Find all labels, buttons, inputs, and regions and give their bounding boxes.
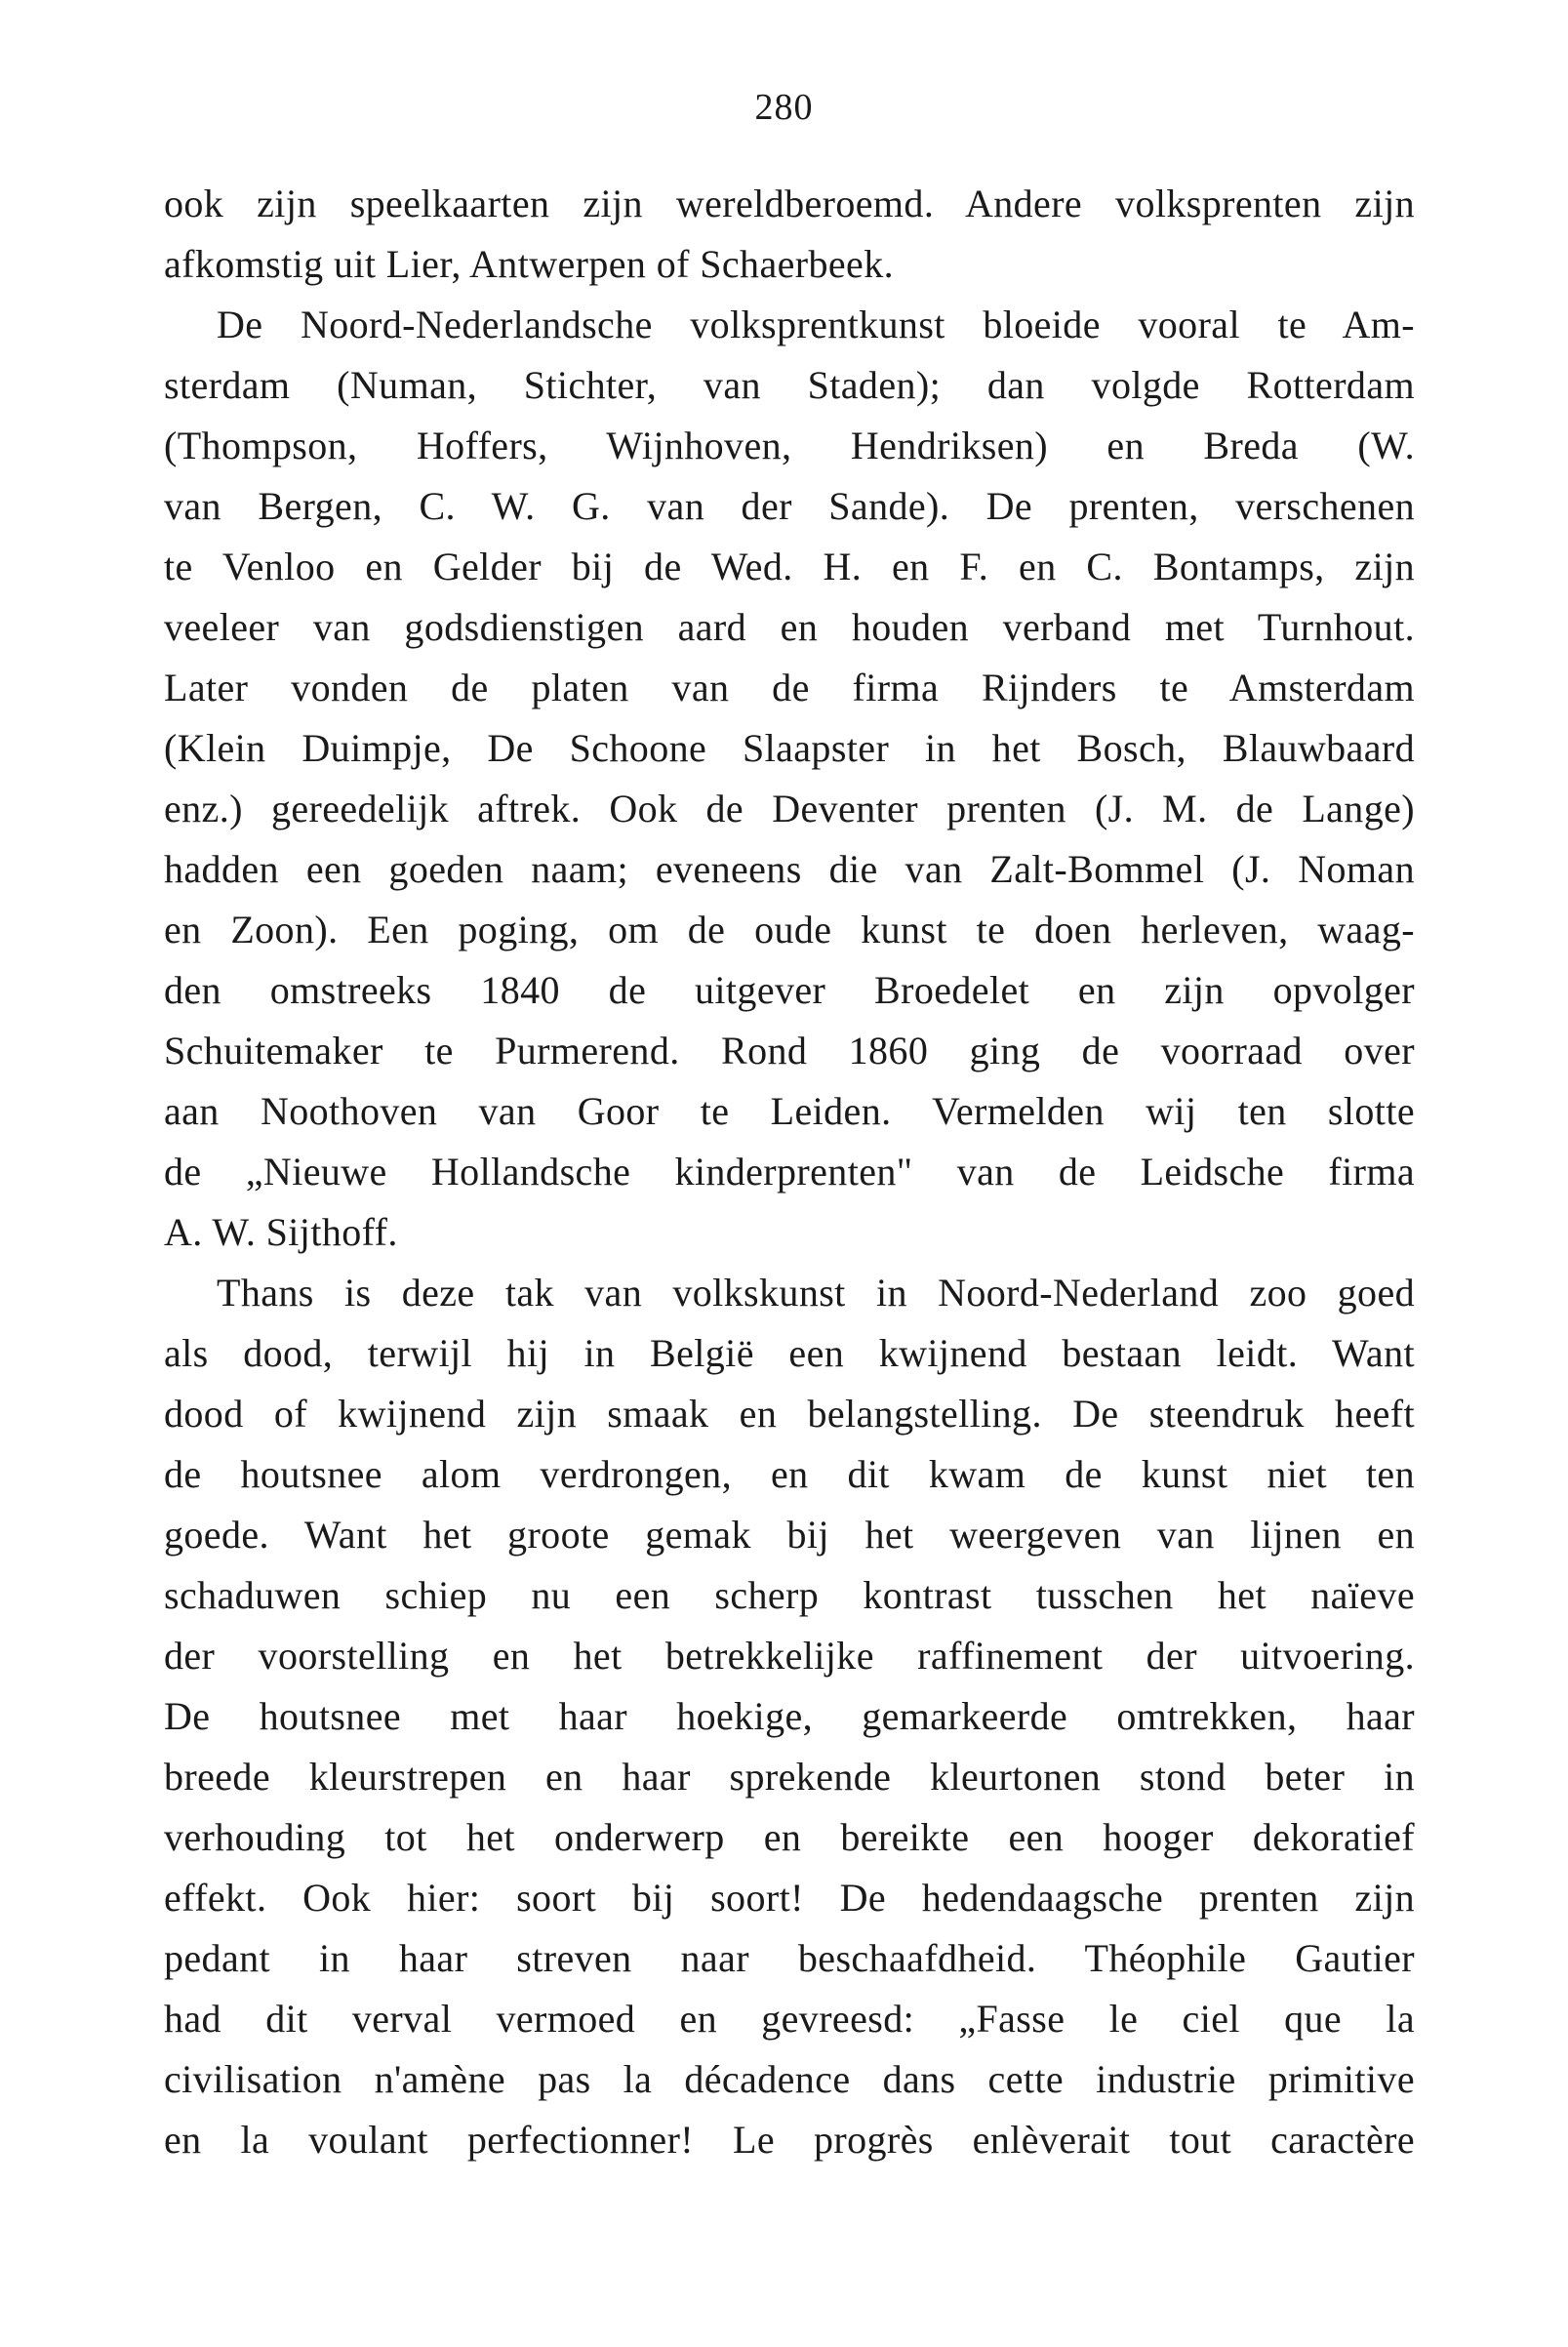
text-line: ook zijn speelkaarten zijn wereldberoemd. Andere volksprenten zijn — [164, 182, 1415, 225]
text-line: De houtsnee met haar hoekige, gemarkeerde omtrekken, haar — [164, 1694, 1415, 1738]
text-line: van Bergen, C. W. G. van der Sande). De prenten, verschenen — [164, 484, 1415, 528]
text-line: te Venloo en Gelder bij de Wed. H. en F. en C. Bontamps, zijn — [164, 545, 1415, 588]
text-line: effekt. Ook hier: soort bij soort! De hedendaagsche prenten zijn — [164, 1876, 1415, 1920]
text-line: als dood, terwijl hij in België een kwijnend bestaan leidt. Want — [164, 1331, 1415, 1375]
text-line: Schuitemaker te Purmerend. Rond 1860 ging de voorraad over — [164, 1029, 1415, 1072]
text-line: den omstreeks 1840 de uitgever Broedelet en zijn opvolger — [164, 968, 1415, 1012]
text-line: der voorstelling en het betrekkelijke raffinement der uitvoering. — [164, 1634, 1415, 1678]
text-line: enz.) gereedelijk aftrek. Ook de Deventer prenten (J. M. de Lange) — [164, 787, 1415, 830]
text-line: goede. Want het groote gemak bij het weergeven van lijnen en — [164, 1513, 1415, 1557]
text-line: aan Noothoven van Goor te Leiden. Vermelden wij ten slotte — [164, 1089, 1415, 1133]
text-line: had dit verval vermoed en gevreesd: „Fasse le ciel que la — [164, 1997, 1415, 2041]
text-line: en Zoon). Een poging, om de oude kunst te doen herleven, waag- — [164, 908, 1415, 951]
paragraph-start-line: Thans is deze tak van volkskunst in Noord-Nederland zoo goed — [217, 1271, 1415, 1315]
text-line: A. W. Sijthoff. — [164, 1210, 398, 1254]
text-line: de „Nieuwe Hollandsche kinderprenten" van de Leidsche firma — [164, 1150, 1415, 1194]
page-number: 280 — [754, 87, 814, 128]
text-line: dood of kwijnend zijn smaak en belangstelling. De steendruk heeft — [164, 1392, 1415, 1436]
text-line: Later vonden de platen van de firma Rijnders te Amsterdam — [164, 666, 1415, 709]
text-line: veeleer van godsdienstigen aard en houden verband met Turnhout. — [164, 605, 1415, 649]
text-line: civilisation n'amène pas la décadence dans cette industrie primitive — [164, 2057, 1415, 2101]
text-line: en la voulant perfectionner! Le progrès enlèverait tout caractère — [164, 2118, 1415, 2162]
text-line: (Thompson, Hoffers, Wijnhoven, Hendriksen) en Breda (W. — [164, 424, 1415, 467]
text-line: afkomstig uit Lier, Antwerpen of Schaerbeek. — [164, 242, 894, 286]
text-line: de houtsnee alom verdrongen, en dit kwam de kunst niet ten — [164, 1452, 1415, 1496]
text-line: breede kleurstrepen en haar sprekende kleurtonen stond beter in — [164, 1755, 1415, 1799]
text-line: pedant in haar streven naar beschaafdheid. Théophile Gautier — [164, 1936, 1415, 1980]
text-line: (Klein Duimpje, De Schoone Slaapster in het Bosch, Blauwbaard — [164, 726, 1415, 770]
text-line: sterdam (Numan, Stichter, van Staden); dan volgde Rotterdam — [164, 363, 1415, 407]
text-line: verhouding tot het onderwerp en bereikte een hooger dekoratief — [164, 1815, 1415, 1859]
text-line: hadden een goeden naam; eveneens die van Zalt-Bommel (J. Noman — [164, 847, 1415, 891]
paragraph-start-line: De Noord-Nederlandsche volksprentkunst bloeide vooral te Am- — [217, 303, 1415, 346]
text-line: schaduwen schiep nu een scherp kontrast tusschen het naïeve — [164, 1573, 1415, 1617]
